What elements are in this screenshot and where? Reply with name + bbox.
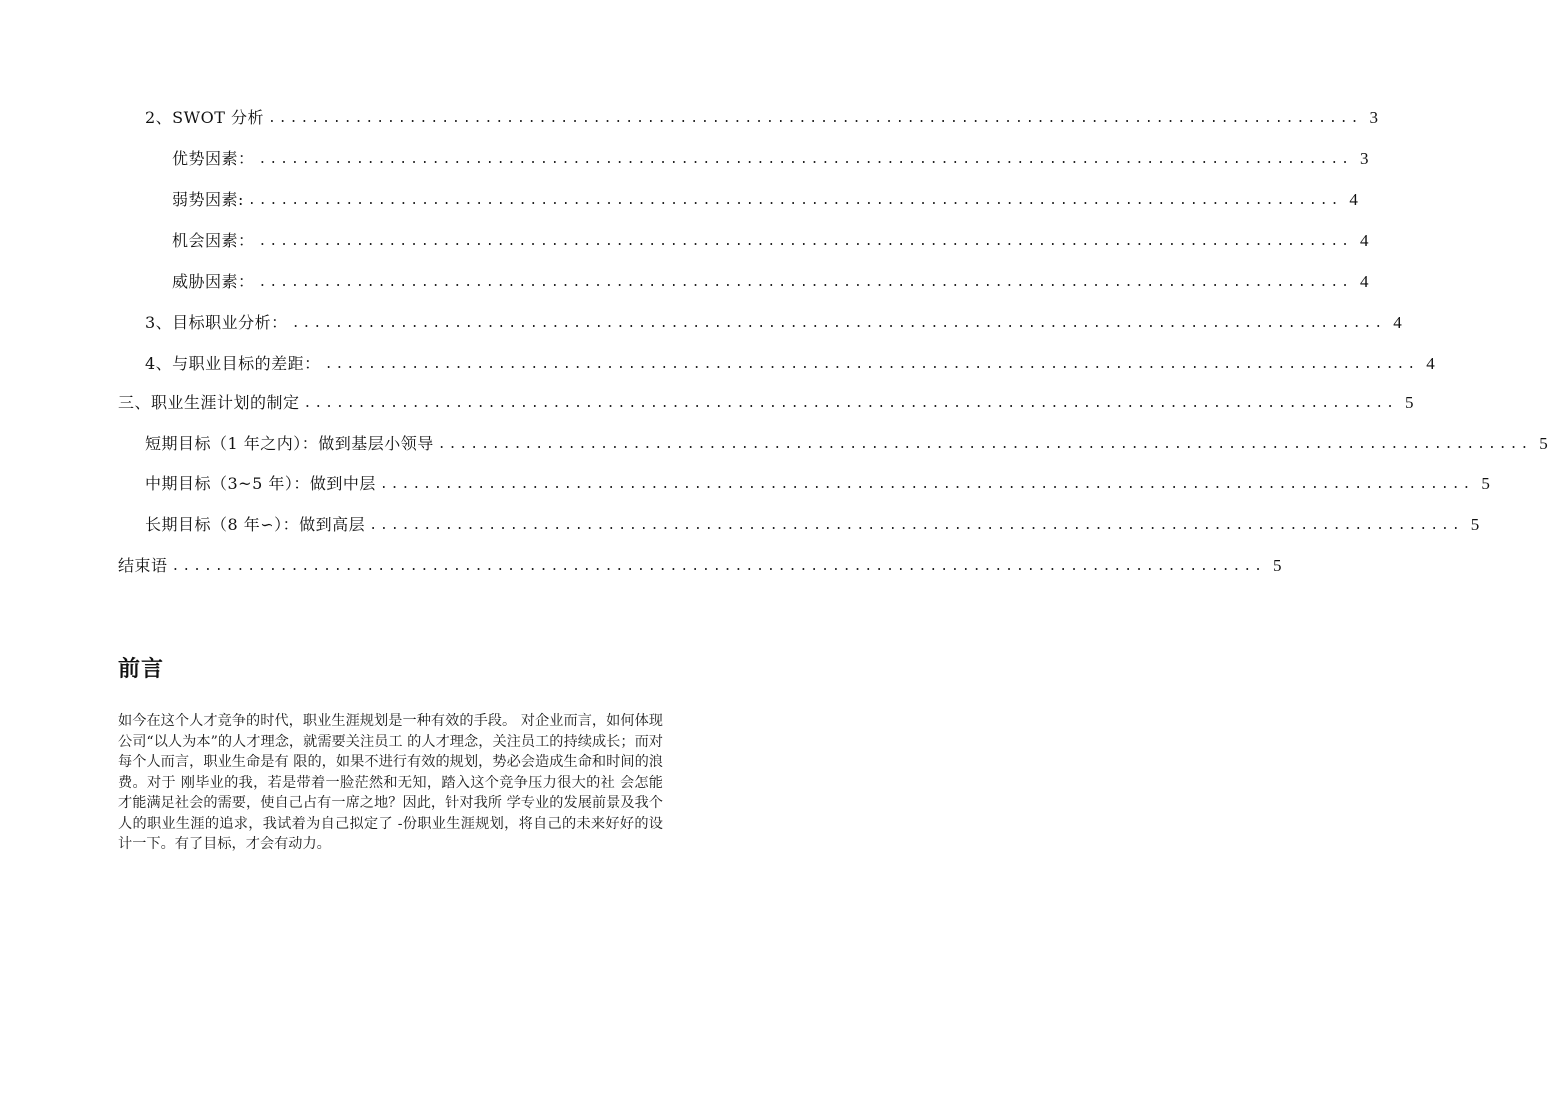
toc-entry-label: 短期目标（1 年之内）：做到基层小领导: [145, 434, 434, 453]
toc-entry-page: 3: [1360, 149, 1369, 168]
toc-entry[interactable]: [145, 104, 1378, 128]
toc-entry-label: 结束语: [118, 556, 168, 575]
toc-leader-dots: .....................................................................................................: [437, 437, 1532, 452]
toc-entry-label: 三、职业生涯计划的制定: [118, 393, 300, 412]
toc-entry-label: 优势因素：: [172, 149, 255, 168]
toc-entry-page: 5: [1539, 434, 1548, 453]
toc-leader-dots: .....................................................................................................: [369, 518, 1463, 533]
toc-leader-dots: .....................................................................................................: [267, 111, 1362, 126]
toc-entry-label: 威胁因素：: [172, 272, 255, 291]
toc-entry-page: 5: [1470, 515, 1480, 534]
preface-paragraph: 如今在这个人才竞争的时代，职业生涯规划是一种有效的手段。 对企业而言，如何体现公司“以人为本”的人才理念，就需要关注员工 的人才理念，关注员工的持续成长；而对每个人而言，职业生命是有 限的，如果不进行有效的规划，势必会造成生命和时间的浪费。对于 刚毕业的我，若是带着一脸茫然和无知，踏入这个竞争压力很大的社 会怎能才能满足社会的需要，使自己占有一席之地？因此，针对我所 学专业的发展前景及我个人的职业生涯的追求，我试着为自己拟定了 -份职业生涯规划，将自己的未来好好的设计一下。有了目标，才会有动力。: [118, 713, 663, 852]
toc-entry[interactable]: [145, 350, 1435, 374]
toc-entry-page: 4: [1360, 272, 1369, 291]
toc-entry-page: 5: [1405, 393, 1414, 412]
toc-leader-dots: .....................................................................................................: [258, 234, 1353, 249]
toc-leader-dots: .....................................................................................................: [379, 477, 1474, 492]
toc-entry-page: 4: [1426, 354, 1435, 373]
toc-entry[interactable]: [172, 227, 1369, 251]
toc-entry-page: 4: [1360, 231, 1369, 250]
toc-entry[interactable]: [172, 145, 1369, 169]
toc-entry-page: 3: [1369, 108, 1378, 127]
toc-entry[interactable]: [145, 430, 1548, 454]
toc-entry-label: 长期目标（8 年∽）：做到高层: [145, 515, 366, 534]
toc-leader-dots: .....................................................................................................: [258, 152, 1353, 167]
toc-entry-page: 4: [1349, 190, 1358, 209]
toc-entry-label: 4、与职业目标的差距：: [145, 354, 321, 373]
toc-entry[interactable]: [145, 309, 1402, 333]
toc-entry[interactable]: [172, 268, 1369, 292]
toc-entry[interactable]: [118, 389, 1414, 413]
toc-entry-label: 2、SWOT 分析: [145, 108, 264, 127]
toc-leader-dots: .....................................................................................................: [324, 357, 1419, 372]
toc-leader-dots: .....................................................................................................: [247, 193, 1342, 208]
toc-leader-dots: .....................................................................................................: [258, 275, 1353, 290]
toc-entry-page: 5: [1273, 556, 1282, 575]
toc-entry-label: 3、目标职业分析：: [145, 313, 288, 332]
toc-leader-dots: .....................................................................................................: [291, 316, 1386, 331]
toc-entry-page: 5: [1481, 474, 1490, 493]
toc-entry-label: 弱势因素:: [172, 190, 244, 209]
toc-entry[interactable]: [172, 186, 1358, 210]
toc-leader-dots: .....................................................................................................: [171, 559, 1266, 574]
toc-entry[interactable]: [118, 552, 1282, 576]
toc-entry-page: 4: [1393, 313, 1402, 332]
toc-entry-label: 机会因素：: [172, 231, 255, 250]
preface-heading: 前言: [118, 657, 165, 682]
toc-entry-label: 中期目标（3~5 年）：做到中层: [145, 474, 376, 493]
toc-entry[interactable]: [145, 511, 1480, 535]
toc-leader-dots: .....................................................................................................: [303, 396, 1398, 411]
toc-entry[interactable]: [145, 470, 1490, 494]
